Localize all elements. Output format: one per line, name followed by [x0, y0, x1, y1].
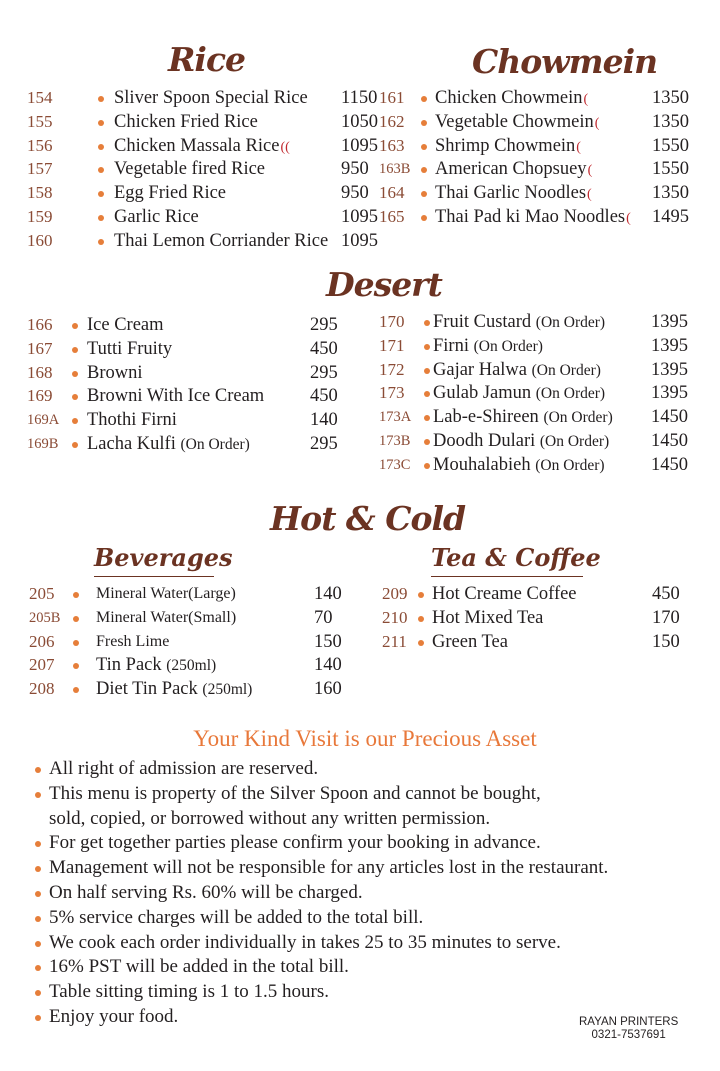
bullet-icon [35, 866, 41, 872]
item-number: 206 [29, 631, 55, 651]
item-name [96, 607, 236, 629]
item-name-text: Hot Creame Coffee [432, 584, 577, 604]
menu-item [27, 338, 357, 362]
item-price: 1395 [651, 383, 688, 404]
item-name-text: Sliver Spoon Special Rice [114, 88, 308, 108]
menu-item [27, 182, 367, 206]
item-number: 211 [382, 631, 407, 651]
bullet-icon [421, 167, 427, 173]
item-name-text: Mineral Water(Small) [96, 608, 237, 626]
item-number: 173B [379, 432, 411, 449]
item-name-text: Lacha Kulfi [87, 433, 176, 454]
item-number: 165 [379, 206, 405, 226]
item-note: (250ml) [166, 657, 217, 675]
item-name-text: Chicken Fried Rice [114, 111, 258, 132]
menu-item [382, 583, 712, 607]
notice-text: 5% service charges will be added to the total bill. [49, 906, 424, 928]
bullet-icon [72, 347, 78, 353]
item-price: 450 [652, 584, 680, 604]
menu-item [379, 311, 709, 335]
menu-item [382, 607, 712, 631]
item-name-text: Browni [87, 362, 143, 383]
chili-icon: (( [280, 139, 290, 155]
chowmein-list [379, 87, 709, 230]
item-price: 1050 [341, 111, 378, 132]
item-name [87, 433, 250, 456]
item-name-text: Tutti Fruity [87, 338, 173, 359]
hot-cold-title: Hot & Cold [270, 499, 466, 538]
menu-item [27, 87, 378, 111]
desert-title: Desert [326, 265, 442, 304]
item-name [96, 654, 216, 677]
notice-line [34, 1005, 608, 1030]
bullet-icon [73, 687, 79, 693]
notice-text: Management will not be responsible for any articles lost in the restaurant. [49, 857, 609, 879]
item-name-text: Hot Mixed Tea [432, 607, 544, 628]
item-price: 450 [310, 338, 338, 359]
item-name [114, 111, 258, 133]
bullet-icon [424, 439, 430, 445]
bullet-icon [424, 320, 430, 326]
menu-item [27, 433, 357, 457]
item-price: 1550 [652, 159, 689, 180]
item-note: (On Order) [535, 456, 605, 474]
item-price: 170 [652, 607, 680, 628]
item-name-text: Lab-e-Shireen [433, 407, 539, 428]
item-price: 140 [314, 655, 342, 676]
item-price: 1450 [651, 430, 688, 451]
tea-coffee-list [382, 583, 712, 654]
chili-icon: ( [587, 187, 592, 203]
bullet-icon [73, 663, 79, 669]
item-number: 161 [379, 88, 405, 107]
menu-item [27, 314, 357, 338]
item-price: 1395 [651, 359, 688, 380]
chili-icon: ( [626, 210, 631, 226]
item-name [433, 335, 543, 358]
menu-item [27, 409, 357, 433]
item-name-text: Tin Pack [96, 655, 162, 676]
bullet-icon [421, 191, 427, 197]
item-number: 207 [29, 655, 55, 675]
notice-line [34, 831, 608, 856]
bullet-icon [35, 965, 41, 971]
bullet-icon [73, 640, 79, 646]
notice-line [34, 955, 608, 980]
item-price: 1395 [651, 312, 688, 332]
item-number: 205 [29, 584, 55, 603]
item-name [114, 230, 328, 252]
item-price: 140 [310, 410, 338, 431]
item-name [432, 583, 577, 605]
rice-title: Rice [168, 40, 246, 79]
item-note: (On Order) [539, 432, 610, 450]
chili-icon: ( [576, 139, 581, 155]
bullet-icon [98, 120, 104, 126]
item-price: 1550 [652, 135, 689, 156]
item-name-text: Doodh Dulari [433, 430, 536, 451]
item-number: 209 [382, 584, 408, 603]
bullet-icon [418, 616, 424, 622]
printer-credit [579, 1016, 678, 1042]
notice-line [34, 807, 608, 832]
item-note: (On Order) [180, 435, 250, 453]
item-number: 173A [379, 409, 412, 426]
item-number: 156 [27, 135, 53, 155]
item-name [96, 631, 169, 653]
item-price: 1095 [341, 135, 378, 156]
item-number: 173 [379, 383, 405, 403]
notice-text: This menu is property of the Silver Spoon and cannot be bought, [49, 782, 541, 804]
item-price: 150 [652, 631, 680, 652]
bullet-icon [35, 841, 41, 847]
bullet-icon [421, 215, 427, 221]
menu-item [27, 135, 378, 159]
menu-item [379, 87, 709, 111]
item-name-text: Mineral Water(Large) [96, 585, 236, 602]
notice-list [34, 757, 608, 1030]
item-note: (On Order) [535, 385, 606, 403]
item-name [114, 135, 290, 159]
item-name [435, 158, 592, 182]
item-name [96, 583, 236, 605]
chowmein-title: Chowmein [472, 42, 658, 81]
tea-coffee-underline [431, 576, 583, 577]
menu-item [379, 430, 709, 454]
item-name [433, 454, 605, 477]
item-name-text: Gulab Jamun [433, 383, 532, 404]
item-price: 295 [310, 315, 338, 335]
item-name [87, 409, 177, 431]
bullet-icon [35, 916, 41, 922]
item-number: 154 [27, 88, 53, 107]
item-price: 70 [314, 607, 333, 628]
item-name-text: Firni [433, 335, 469, 356]
bullet-icon [98, 96, 104, 102]
item-price: 1095 [341, 230, 378, 251]
tea-coffee-title: Tea & Coffee [431, 543, 601, 572]
item-price: 1350 [652, 183, 689, 204]
item-name [432, 607, 543, 629]
item-note: (250ml) [202, 681, 253, 699]
bullet-icon [424, 463, 430, 469]
item-name [87, 385, 264, 407]
item-name [435, 87, 588, 111]
bullet-icon [424, 344, 430, 350]
chili-icon: ( [587, 163, 593, 179]
item-name-text: Shrimp Chowmein [435, 135, 576, 156]
item-name-text: Thothi Firni [87, 410, 177, 431]
item-price: 950 [341, 159, 369, 180]
item-name [87, 362, 143, 384]
notice-title: Your Kind Visit is our Precious Asset [193, 726, 537, 751]
bullet-icon [424, 391, 430, 397]
menu-item [379, 406, 709, 430]
item-name-text: Mouhalabieh [433, 454, 531, 475]
item-name [114, 182, 226, 204]
item-name-text: Egg Fried Rice [114, 183, 227, 204]
chili-icon: ( [583, 92, 589, 107]
bullet-icon [73, 592, 79, 598]
item-number: 169B [27, 435, 59, 452]
bullet-icon [421, 96, 427, 102]
bullet-icon [35, 767, 41, 773]
notice-text: We cook each order individually in takes 25 to 35 minutes to serve. [49, 931, 561, 953]
item-name [435, 182, 592, 206]
menu-item [27, 385, 357, 409]
item-name [114, 206, 199, 228]
item-number: 164 [379, 183, 405, 203]
item-name-text: Fruit Custard [433, 312, 532, 332]
item-number: 163B [379, 161, 411, 178]
beverages-underline [94, 576, 214, 577]
chili-icon: ( [594, 115, 600, 131]
notice-text: sold, copied, or borrowed without any written permission. [49, 807, 491, 829]
bullet-icon [98, 144, 104, 150]
item-price: 140 [314, 584, 342, 604]
bullet-icon [72, 394, 78, 400]
menu-item [379, 359, 709, 383]
item-name [433, 311, 605, 334]
menu-item [29, 607, 359, 631]
printer-name: RAYAN PRINTERS [579, 1016, 679, 1028]
beverages-title: Beverages [94, 543, 233, 572]
item-number: 205B [29, 609, 61, 626]
item-name [87, 314, 164, 336]
item-name [87, 338, 172, 360]
notice-text: Table sitting timing is 1 to 1.5 hours. [49, 981, 329, 1003]
menu-item [27, 230, 378, 254]
item-name [96, 678, 252, 701]
notice-line [34, 931, 608, 956]
menu-item [379, 135, 709, 159]
menu-item [379, 111, 709, 135]
menu-item [27, 362, 357, 386]
menu-item [27, 206, 378, 230]
item-price: 1450 [651, 407, 688, 428]
menu-item [29, 583, 359, 607]
item-note: (On Order) [531, 361, 601, 379]
item-price: 1495 [652, 206, 689, 227]
item-name-text: American Chopsuey [435, 159, 587, 180]
bullet-icon [98, 167, 104, 173]
item-number: 172 [379, 359, 405, 379]
item-price: 1395 [651, 335, 688, 356]
item-note: (On Order) [473, 337, 543, 355]
menu-item [379, 454, 709, 478]
item-number: 159 [27, 206, 53, 226]
item-price: 1095 [341, 206, 378, 227]
item-number: 170 [379, 312, 405, 331]
notice-text: On half serving Rs. 60% will be charged. [49, 881, 363, 903]
bullet-icon [98, 215, 104, 221]
bullet-icon [418, 640, 424, 646]
notice-line [34, 980, 608, 1005]
item-name-text: Vegetable Chowmein [435, 111, 594, 132]
bullet-icon [35, 792, 41, 798]
item-number: 158 [27, 183, 53, 203]
item-number: 210 [382, 607, 408, 627]
beverages-list [29, 583, 359, 702]
item-name-text: Chicken Massala Rice [114, 135, 280, 156]
item-name-text: Browni With Ice Cream [87, 386, 265, 407]
item-note: (On Order) [543, 409, 613, 427]
item-number: 162 [379, 111, 405, 131]
item-price: 160 [314, 679, 342, 700]
item-price: 1150 [341, 88, 378, 108]
item-note: (On Order) [535, 314, 606, 331]
desert-right-list [379, 311, 709, 478]
bullet-icon [35, 941, 41, 947]
bullet-icon [424, 415, 430, 421]
item-price: 450 [310, 386, 338, 407]
item-name [435, 111, 599, 135]
item-number: 160 [27, 230, 53, 250]
notice-text: 16% PST will be added in the total bill. [49, 956, 349, 978]
notice-line [34, 757, 608, 782]
menu-item [29, 678, 359, 702]
item-name [433, 430, 609, 453]
notice-line [34, 856, 608, 881]
menu-item [29, 631, 359, 655]
item-price: 1450 [651, 454, 688, 475]
bullet-icon [424, 368, 430, 374]
item-name [114, 158, 265, 180]
bullet-icon [35, 891, 41, 897]
menu-item [379, 182, 709, 206]
bullet-icon [98, 191, 104, 197]
item-name [435, 135, 581, 159]
item-name-text: Ice Cream [87, 315, 164, 335]
notice-text: For get together parties please confirm your booking in advance. [49, 832, 541, 854]
rice-list [27, 87, 378, 254]
item-name-text: Thai Pad ki Mao Noodles [435, 206, 626, 227]
menu-item [27, 158, 367, 182]
bullet-icon [72, 418, 78, 424]
bullet-icon [421, 120, 427, 126]
bullet-icon [72, 323, 78, 329]
item-price: 1350 [652, 111, 689, 132]
item-name-text: Fresh Lime [96, 632, 170, 650]
bullet-icon [421, 144, 427, 150]
item-price: 950 [341, 183, 369, 204]
item-name-text: Vegetable fired Rice [114, 159, 266, 180]
item-name [114, 87, 308, 109]
item-number: 173C [379, 456, 411, 473]
notice-line [34, 881, 608, 906]
item-number: 155 [27, 111, 53, 131]
item-name-text: Garlic Rice [114, 206, 199, 227]
menu-item [382, 631, 712, 655]
bullet-icon [35, 1015, 41, 1021]
item-price: 1350 [652, 88, 689, 108]
item-name [432, 631, 508, 653]
notice-line [34, 782, 608, 807]
notice-line [34, 906, 608, 931]
item-number: 169A [27, 412, 60, 429]
bullet-icon [72, 442, 78, 448]
item-name-text: Gajar Halwa [433, 359, 527, 380]
item-number: 157 [27, 159, 53, 179]
bullet-icon [98, 239, 104, 245]
menu-item [29, 654, 359, 678]
bullet-icon [418, 592, 424, 598]
desert-left-list [27, 314, 357, 457]
menu-item [379, 158, 709, 182]
item-number: 163 [379, 135, 405, 155]
item-name [435, 206, 631, 230]
item-price: 150 [314, 631, 342, 652]
item-number: 167 [27, 338, 53, 358]
bullet-icon [72, 371, 78, 377]
item-name [433, 359, 601, 382]
printer-phone: 0321-7537691 [591, 1029, 666, 1041]
item-number: 168 [27, 362, 53, 382]
item-name [433, 382, 605, 405]
item-name-text: Thai Lemon Corriander Rice [114, 230, 329, 251]
item-number: 166 [27, 315, 53, 334]
item-name-text: Thai Garlic Noodles [435, 183, 587, 204]
bullet-icon [35, 990, 41, 996]
bullet-icon [73, 616, 79, 622]
item-number: 208 [29, 679, 55, 699]
menu-item [379, 335, 709, 359]
item-name [433, 406, 613, 429]
menu-item [379, 206, 709, 230]
item-name-text: Diet Tin Pack [96, 679, 198, 700]
notice-text: All right of admission are reserved. [49, 758, 319, 779]
item-name-text: Green Tea [432, 631, 508, 652]
menu-item [379, 382, 709, 406]
item-name-text: Chicken Chowmein [435, 88, 583, 108]
notice-text: Enjoy your food. [49, 1005, 179, 1027]
item-price: 295 [310, 433, 338, 454]
menu-item [27, 111, 378, 135]
item-number: 171 [379, 335, 405, 355]
item-number: 169 [27, 386, 53, 406]
item-price: 295 [310, 362, 338, 383]
